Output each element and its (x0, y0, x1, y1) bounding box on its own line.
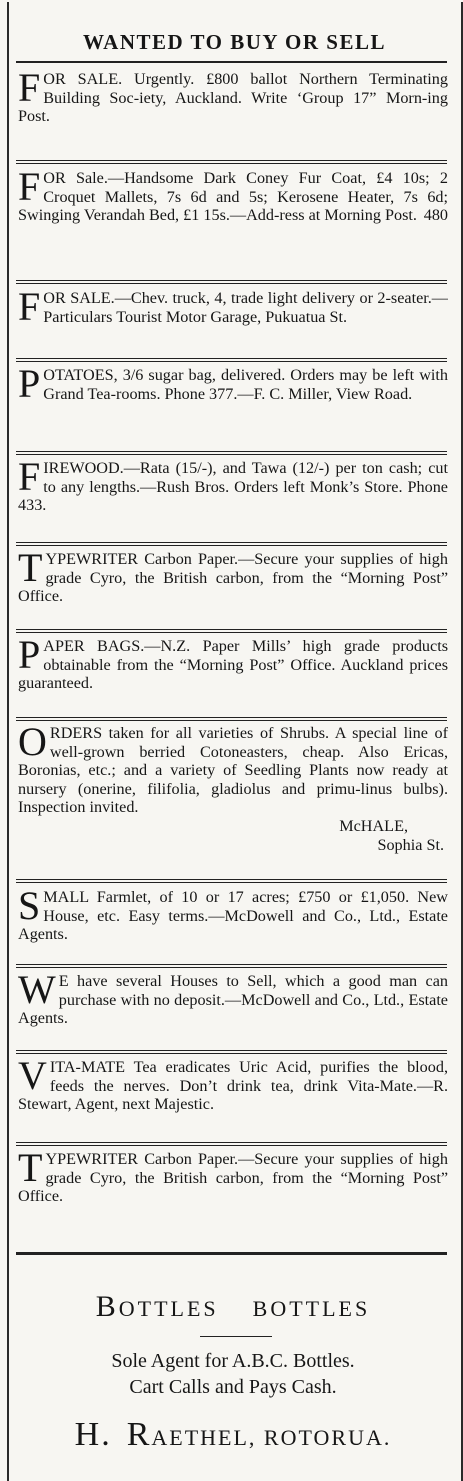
page-title: WANTED TO BUY OR SELL (82, 30, 387, 54)
drop-cap: O (18, 724, 47, 764)
bottles-word-1: OTTLES (118, 1296, 219, 1321)
ad-divider (16, 160, 447, 164)
title-rule (16, 61, 447, 63)
classified-ad (18, 888, 448, 952)
advertiser-surname-initial: R (126, 1416, 152, 1453)
ad-text: RDERS taken for all varieties of Shrubs. A special line of well-grown berried Cotoneasters, cheap. Also Ericas, Boronias, etc.; and a variety of Seedling Plants now ready at nursery (onerine, filifolia, gladiolus and primu-linus bulbs). Inspection invited. (18, 724, 448, 817)
drop-cap: T (18, 550, 43, 590)
bottles-heading (18, 1290, 448, 1324)
bottles-line-2: Cart Calls and Pays Cash. (129, 1376, 337, 1398)
classified-ad (18, 169, 448, 273)
drop-cap: P (18, 637, 41, 677)
classified-ad (18, 972, 448, 1046)
ad-divider (16, 451, 447, 455)
ad-divider (16, 717, 447, 721)
ad-divider (16, 879, 447, 883)
ad-text: OR SALE. Urgently. £800 ballot Northern Terminating Building Soc-iety, Auckland. Write ‘Group 17” Morn-ing Post. (18, 70, 448, 126)
classified-ad (18, 70, 448, 154)
bottles-initial: B (95, 1290, 119, 1323)
ad-divider (16, 542, 447, 546)
ad-address: Sophia St. (377, 835, 444, 854)
ad-text: E have several Houses to Sell, which a good man can purchase with no deposit.—McDowell and Co., Ltd., Estate Agents. (18, 972, 448, 1028)
bottles-line-1: Sole Agent for A.B.C. Bottles. (111, 1350, 355, 1372)
ad-text: ITA-MATE Tea eradicates Uric Acid, purifies the blood, feeds the nerves. Don’t drink tea, drink Vita-Mate.—R. Stewart, Agent, next Majestic. (18, 1058, 448, 1114)
classified-ad (18, 550, 448, 630)
ad-text: IREWOOD.—Rata (15/-), and Tawa (12/-) per ton cash; cut to any lengths.—Rush Bros. Orders left Monk’s Store. Phone 433. (18, 459, 448, 515)
ad-divider (16, 358, 447, 362)
drop-cap: F (18, 169, 41, 209)
ad-divider (16, 1142, 447, 1146)
drop-cap: V (18, 1058, 47, 1098)
short-rule (200, 1336, 272, 1337)
ad-divider (16, 964, 447, 968)
ad-number: 480 (423, 206, 448, 225)
drop-cap: P (18, 366, 41, 406)
ad-text: OR SALE.—Chev. truck, 4, trade light delivery or 2-seater.—Particulars Tourist Motor Garage, Pukuatua St. (43, 289, 448, 326)
drop-cap: F (18, 459, 41, 499)
classified-ad (18, 289, 448, 353)
bottles-word-2: BOTTLES (252, 1296, 371, 1321)
classified-ad (18, 459, 448, 537)
ad-text: APER BAGS.—N.Z. Paper Mills’ high grade products obtainable from the “Morning Post” Office. Auckland prices guaranteed. (18, 637, 448, 693)
ad-divider (16, 629, 447, 633)
ad-text: OTATOES, 3/6 sugar bag, delivered. Orders may be left with Grand Tea-rooms. Phone 377.—F. C. Miller, View Road. (43, 366, 448, 403)
ad-text: MALL Farmlet, of 10 or 17 acres; £750 or £1,050. New House, etc. Easy terms.—McDowell and Co., Ltd., Estate Agents. (18, 888, 448, 944)
advertiser-initial: H. (74, 1416, 112, 1453)
drop-cap: F (18, 70, 41, 110)
left-column-rule (7, 2, 9, 1481)
section-rule (16, 1252, 447, 1255)
ad-divider (16, 280, 447, 284)
drop-cap: T (18, 1150, 43, 1190)
drop-cap: W (18, 972, 56, 1012)
classified-ad (18, 637, 448, 715)
classified-ad (18, 724, 448, 874)
classified-ad (18, 1150, 448, 1230)
ad-signature: McHALE, (339, 816, 408, 835)
drop-cap: S (18, 888, 41, 928)
ad-text: YPEWRITER Carbon Paper.—Secure your supplies of high grade Cyro, the British carbon, from the “Morning Post” Office. (18, 550, 448, 606)
advertiser-surname: AETHEL, ROTORUA. (151, 1425, 392, 1450)
ad-text: YPEWRITER Carbon Paper.—Secure your supplies of high grade Cyro, the British carbon, from the “Morning Post” Office. (18, 1150, 448, 1206)
ad-divider (16, 1050, 447, 1054)
ad-text: OR Sale.—Handsome Dark Coney Fur Coat, £4 10s; 2 Croquet Mallets, 7s 6d and 5s; Kerosene Heater, 7s 6d; Swinging Verandah Bed, £1 15s.—Add-ress at Morning Post. (18, 169, 448, 225)
classified-ad (18, 1058, 448, 1136)
drop-cap: F (18, 289, 41, 329)
advertiser-name (18, 1416, 448, 1454)
classified-ad (18, 366, 448, 446)
